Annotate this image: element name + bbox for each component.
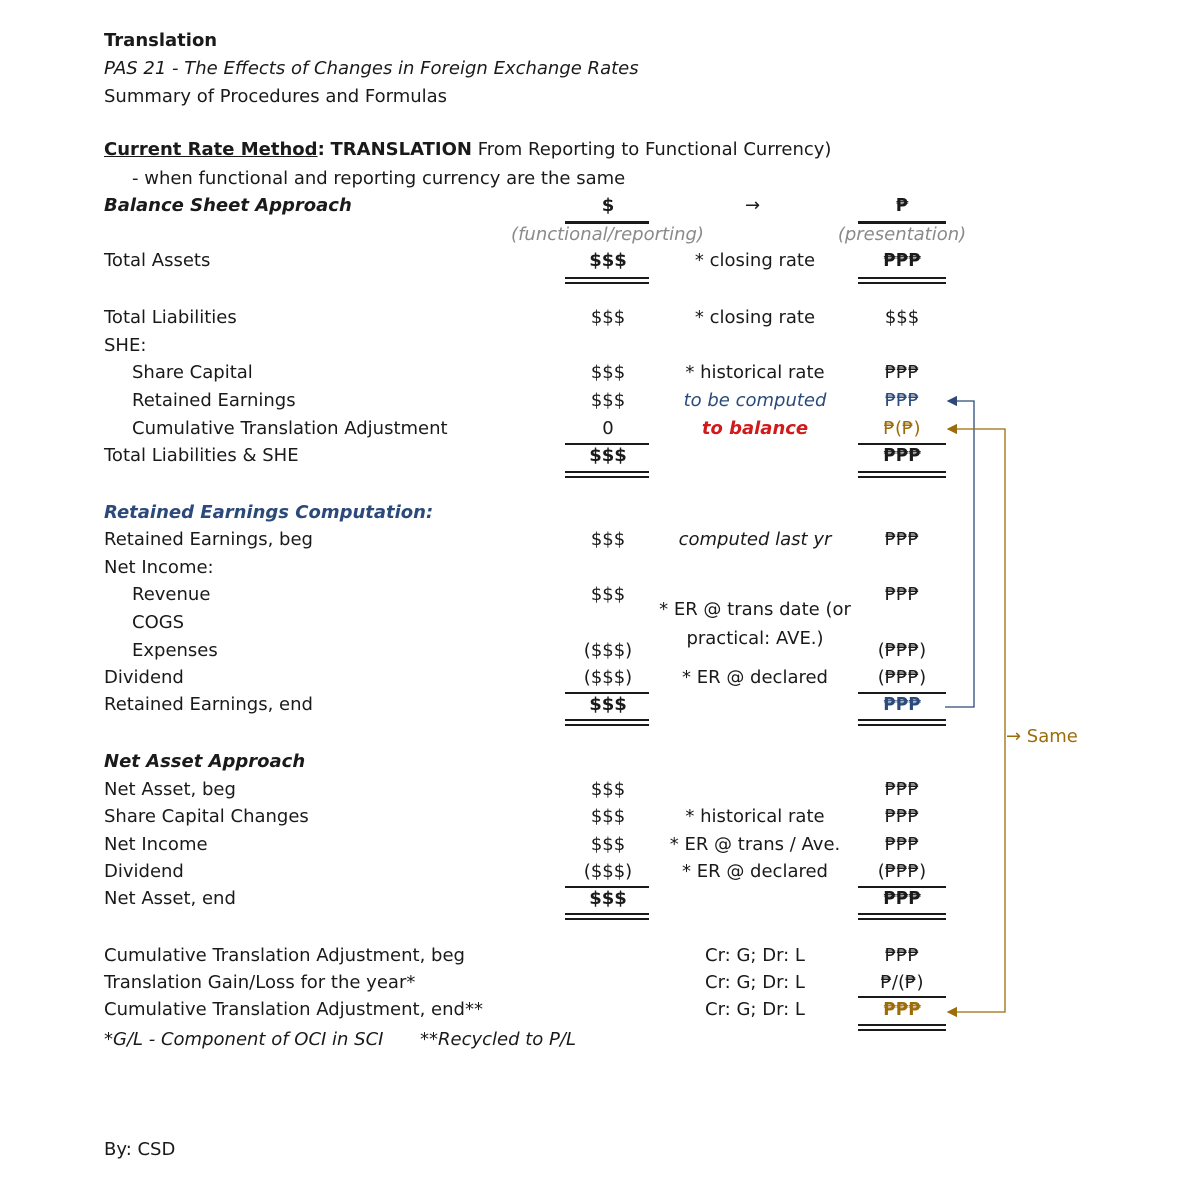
row-functional: $$$ (589, 445, 627, 466)
re-link-arrow (945, 401, 974, 707)
row-presentation: ₱₱₱ (884, 584, 920, 605)
row-label: Share Capital (132, 362, 253, 383)
arrow-icon: → (745, 195, 761, 216)
row-label: Share Capital Changes (104, 806, 309, 827)
row-presentation: (₱₱₱) (877, 861, 927, 882)
row-functional: $$$ (590, 307, 626, 328)
row-label: Net Asset, beg (104, 779, 236, 800)
row-rate: * ER @ trans / Ave. (669, 834, 841, 855)
method-name: Current Rate Method (104, 139, 318, 160)
row-functional: $$$ (589, 250, 627, 271)
row-presentation: ₱(₱) (883, 418, 921, 439)
standard-subtitle: PAS 21 - The Effects of Changes in Foreign Exchange Rates (104, 58, 639, 79)
row-presentation: ₱₱₱ (884, 779, 920, 800)
summary-subtitle: Summary of Procedures and Formulas (104, 86, 448, 107)
row-rate: computed last yr (678, 529, 832, 550)
method-colon: : (317, 139, 325, 160)
row-label: COGS (132, 612, 185, 633)
row-label: Dividend (104, 667, 184, 688)
row-presentation: ₱₱₱ (884, 834, 920, 855)
row-presentation: ₱₱₱ (883, 888, 921, 909)
row-label: Total Liabilities & SHE (104, 445, 299, 466)
same-label: → Same (1006, 726, 1078, 747)
col-from-label: (functional/reporting) (511, 224, 704, 245)
row-rate: * closing rate (694, 307, 816, 328)
row-presentation: ₱/(₱) (880, 972, 924, 993)
row-label: Expenses (132, 640, 218, 661)
row-functional: ($$$) (583, 667, 633, 688)
row-label: Retained Earnings, end (104, 694, 313, 715)
row-presentation: ₱₱₱ (883, 999, 921, 1020)
row-presentation: ₱₱₱ (883, 445, 921, 466)
row-rate: * historical rate (685, 362, 825, 383)
row-presentation: $$$ (884, 307, 920, 328)
row-label: Net Asset, end (104, 888, 236, 909)
row-rate: to be computed (683, 390, 827, 411)
er-note-line-2: practical: AVE.) (686, 628, 824, 649)
row-presentation: (₱₱₱) (877, 640, 927, 661)
row-label: Dividend (104, 861, 184, 882)
author-credit: By: CSD (104, 1139, 176, 1160)
cta-link-arrow-bottom (948, 737, 1005, 1012)
row-label: Net Income (104, 834, 208, 855)
method-note: - when functional and reporting currency are the same (132, 168, 626, 189)
row-rate: * closing rate (694, 250, 816, 271)
row-label: Retained Earnings, beg (104, 529, 313, 550)
row-functional: ($$$) (583, 640, 633, 661)
row-label: Total Assets (104, 250, 211, 271)
row-functional: $$$ (590, 806, 626, 827)
footnote-recycled: **Recycled to P/L (420, 1029, 576, 1050)
row-label: Cumulative Translation Adjustment, beg (104, 945, 465, 966)
row-presentation: ₱₱₱ (884, 390, 920, 411)
row-presentation: ₱₱₱ (884, 362, 920, 383)
col-to-symbol: ₱ (895, 195, 909, 216)
row-label: Revenue (132, 584, 211, 605)
re-computation-heading: Retained Earnings Computation: (104, 502, 434, 523)
col-to-label: (presentation) (837, 224, 967, 245)
method-rest: From Reporting to Functional Currency) (477, 139, 832, 160)
net-asset-heading: Net Asset Approach (104, 751, 306, 772)
method-label: TRANSLATION (330, 139, 472, 160)
row-rate: Cr: G; Dr: L (705, 999, 805, 1020)
row-rate: Cr: G; Dr: L (705, 972, 805, 993)
row-presentation: ₱₱₱ (884, 529, 920, 550)
row-presentation: ₱₱₱ (884, 945, 920, 966)
row-functional: 0 (602, 418, 614, 439)
row-presentation: ₱₱₱ (883, 250, 921, 271)
row-label: SHE: (104, 335, 147, 356)
row-rate: * ER @ declared (682, 861, 828, 882)
row-functional: $$$ (590, 834, 626, 855)
col-from-symbol: $ (601, 195, 615, 216)
balance-sheet-heading: Balance Sheet Approach (104, 195, 352, 216)
row-rate: * historical rate (685, 806, 825, 827)
er-note-line-1: * ER @ trans date (or (659, 599, 851, 620)
row-label: Total Liabilities (104, 307, 237, 328)
row-label: Net Income: (104, 557, 214, 578)
row-functional: $$$ (590, 390, 626, 411)
cta-link-arrow-top (948, 429, 1005, 737)
row-functional: ($$$) (583, 861, 633, 882)
row-rate: to balance (701, 418, 809, 439)
row-presentation: (₱₱₱) (877, 667, 927, 688)
row-functional: $$$ (590, 529, 626, 550)
row-functional: $$$ (590, 584, 626, 605)
row-label: Cumulative Translation Adjustment, end** (104, 999, 483, 1020)
row-rate: Cr: G; Dr: L (705, 945, 805, 966)
row-label: Cumulative Translation Adjustment (132, 418, 448, 439)
row-functional: $$$ (589, 888, 627, 909)
row-label: Translation Gain/Loss for the year* (104, 972, 416, 993)
row-presentation: ₱₱₱ (884, 806, 920, 827)
row-functional: $$$ (590, 779, 626, 800)
footnote-gl: *G/L - Component of OCI in SCI (104, 1029, 384, 1050)
row-functional: $$$ (589, 694, 627, 715)
row-presentation: ₱₱₱ (883, 694, 921, 715)
row-label: Retained Earnings (132, 390, 296, 411)
row-rate: * ER @ declared (682, 667, 828, 688)
row-functional: $$$ (590, 362, 626, 383)
doc-title: Translation (104, 30, 218, 51)
